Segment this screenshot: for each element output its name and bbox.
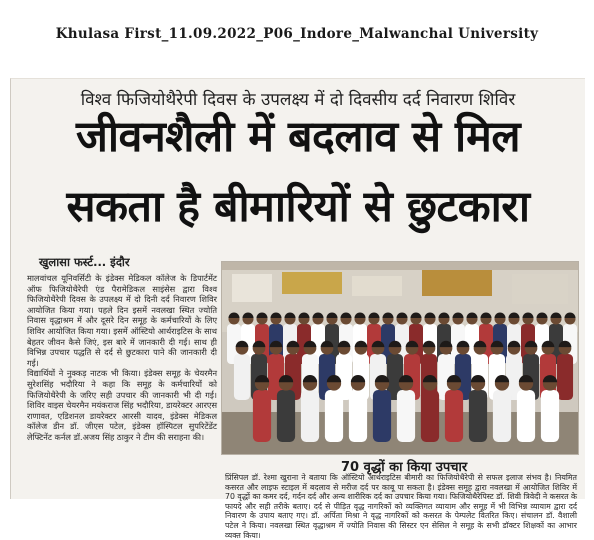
headline-line-1: जीवनशैली में बदलाव से मिल	[75, 112, 521, 162]
headline-line-2: सकता है बीमारियों से छुटकारा	[66, 182, 530, 232]
paragraph: विद्यार्थियों ने नुक्कड़ नाटक भी किया। इंडेक्स समूह के चेयरमैन सुरेशसिंह भदौरिया ने कहा कि समूह के कर्मचारियों को फिजियोथैरेपी के जरिए सही उपचार की जानकारी भी दी गई। शिविर वाइस चेयरमैन मयंकराज सिंह भदौरिया, डायरेक्टर आरएस राणावत, एडिशनल डायरेक्टर आरसी यादव, इंडेक्स मेडिकल कॉलेज डीन डॉ. जीएस पटेल, इंडेक्स हॉस्पिटल सुपरिटेंडेंट लेफ्टिनेंट कर्नल डॉ.अजय सिंह ठाकुर ने टीम की सराहना की।	[27, 368, 217, 442]
paragraph: मालवांचल यूनिवर्सिटी के इंडेक्स मेडिकल कॉलेज के डिपार्टमेंट ऑफ फिजियोथैरेपी एंड पैरामेडिकल साइंसेस द्वारा विश्व फिजियोथैरेपी दिवस के उपलक्ष्य में दो दिनी दर्द निवारण शिविर आयोजित किया गया। पहले दिन इसमें नवलखा स्थित ज्योति निवास वृद्धाश्रम में और दूसरे दिन समूह के कर्मचारियों के लिए शिविर आयोजित किया गया। इसमें ऑस्टियो आर्थराइटिस के साथ बेहतर जीवन कैसे जिएं, इस बारे में जानकारी दी गई। साथ ही विभिन्न उपचार पद्धति से दर्द से छुटकारा पाने की जानकारी दी गई।	[27, 273, 217, 368]
newspaper-clipping	[10, 78, 585, 540]
group-photo-illustration	[222, 262, 578, 454]
article-subhead: 70 वृद्धों का किया उपचार	[341, 460, 468, 475]
article-body-column-2: प्रिंसिपल डॉ. रेश्मा खुराना ने बताया कि ऑस्टियो आर्थराइटिस बीमारी का फिजियोथैरेपी से सफल इलाज संभव है। नियमित कसरत और लाइफ स्टाइल में बदलाव से मरीज दर्द पर काबू पा सकता है। इंडेक्स समूह द्वारा नवलखा में आयोजित शिविर में 70 वृद्धों का कमर दर्द, गर्दन दर्द और अन्य शारीरिक दर्द का उपचार किया गया। फिजियोथैरेपिस्ट डॉ. शिवी त्रिवेदी ने कसरत के फायदे और सही तरीके बताए। दर्द से पीड़ित वृद्ध नागरिकों को व्यक्तिगत व्यायाम और समूह में भी विभिन्न व्यायाम द्वारा दर्द निवारण के उपाय बताए गए। डॉ. अर्पिता मिश्रा ने वृद्ध नागरिकों को कसरत के पेम्पलेट वितरित किए। संचालन डॉ. वैशाली पटेल ने किया। नवलखा स्थित वृद्धाश्रम में ज्योति निवास की सिस्टर एन सेसिल ने समूह के सभी डॉक्टर शिक्षकों का आभार व्यक्त किया।	[225, 473, 577, 540]
dateline: खुलासा फर्स्ट... इंदौर	[39, 255, 130, 269]
page-caption: Khulasa First_11.09.2022_P06_Indore_Malwanchal University	[55, 26, 539, 42]
article-body-column-1	[27, 273, 217, 495]
article-kicker: विश्व फिजियोथैरेपी दिवस के उपलक्ष्य में दो दिवसीय दर्द निवारण शिविर	[80, 90, 516, 110]
group-photo	[221, 261, 579, 455]
